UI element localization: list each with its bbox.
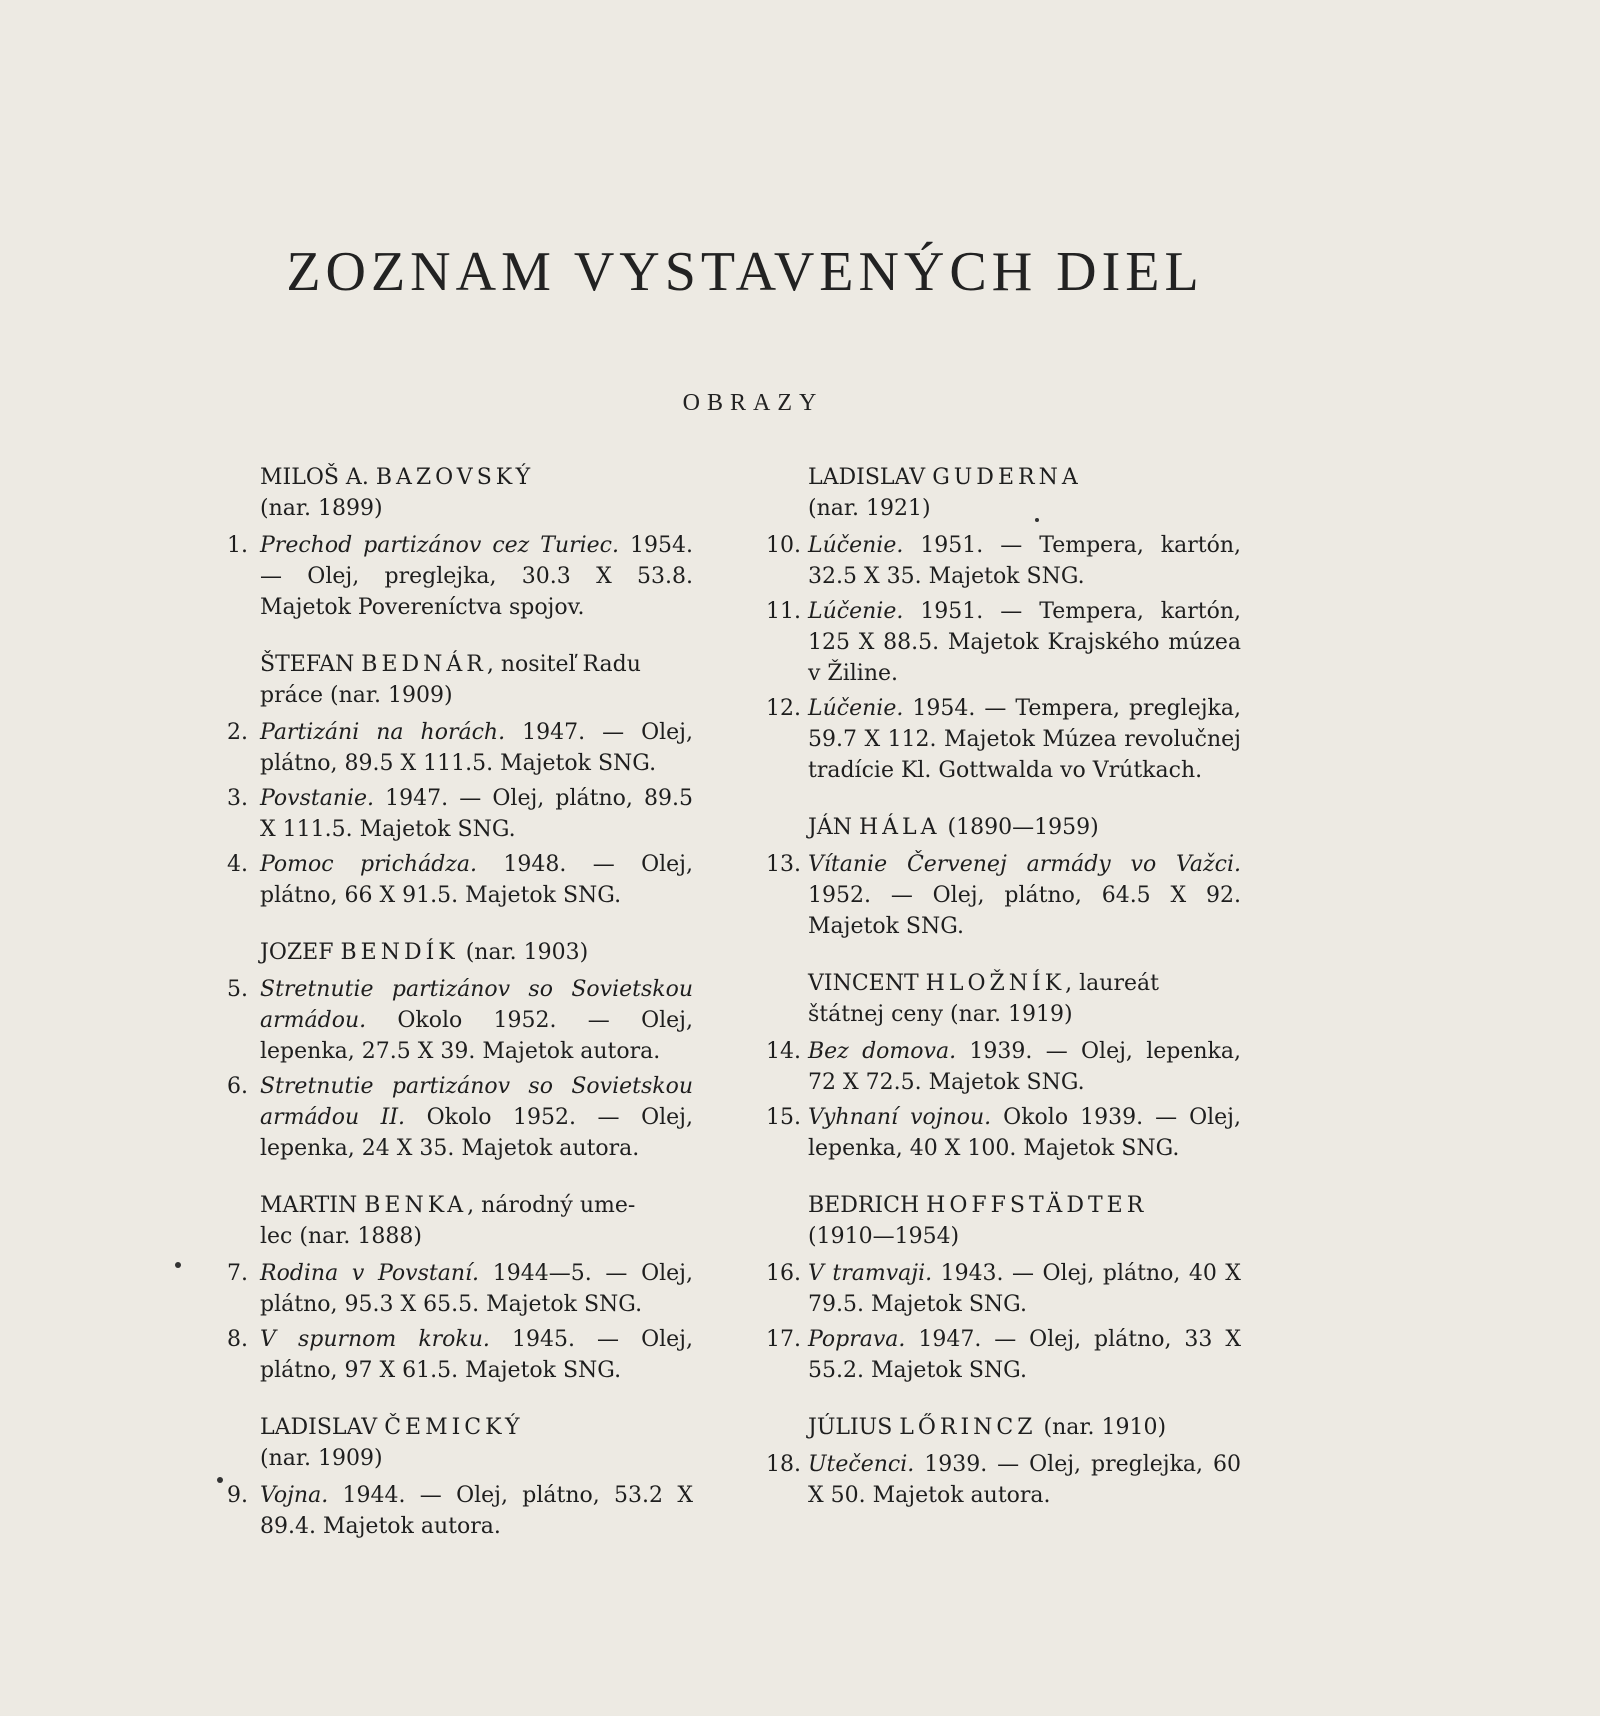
artwork-entry [218,530,693,623]
artwork-details: 1951. — Tempera, kartón, 32.5 X 35. Majetok SNG. [808,533,1241,589]
artist-heading [808,462,1241,524]
speck [175,1262,181,1268]
artwork-entry [766,849,1241,942]
artwork-details: 1944—5. — Olej, plátno, 95.3 X 65.5. Majetok SNG. [260,1261,693,1317]
artist-first-name: JÁN [808,815,852,840]
artwork-details: 1947. — Olej, plátno, 89.5 X 111.5. Majetok SNG. [260,786,693,842]
artwork-details: 1947. — Olej, plátno, 33 X 55.2. Majetok SNG. [808,1327,1241,1383]
artist-note: (1890—1959) [940,815,1099,840]
artwork-entry [766,693,1241,786]
artist-dates: lec (nar. 1888) [260,1224,422,1249]
artist-gap [218,1390,693,1412]
artist-surname: HLOŽNÍK [925,971,1066,996]
artist-heading [260,1412,693,1474]
entry-number: 10. [766,533,801,558]
artist-dates: (nar. 1921) [808,496,931,521]
entry-number: 2. [227,720,248,745]
artist-surname: BENDÍK [340,940,459,965]
artist-first-name: JOZEF [260,940,334,965]
artwork-title: V spurnom kroku. [260,1327,490,1352]
artwork-entry [218,1480,693,1542]
artwork-details: 1943. — Olej, plátno, 40 X 79.5. Majetok SNG. [808,1261,1241,1317]
artwork-details: Okolo 1952. — Olej, lepenka, 27.5 X 39. Majetok autora. [260,1008,693,1064]
artwork-title: Pomoc prichádza. [260,852,477,877]
artwork-title: Stretnutie partizánov so Sovietskou armádou II. [260,1074,693,1130]
artist-gap [218,915,693,937]
artist-note: , národný ume- [467,1193,636,1218]
artwork-title: Vyhnaní vojnou. [808,1105,992,1130]
artist-heading [260,649,693,711]
artist-first-name: LADISLAV [808,465,926,490]
artist-note: (nar. 1903) [458,940,589,965]
artist-first-name: MARTIN [260,1193,358,1218]
entry-number: 17. [766,1327,801,1352]
artwork-title: Rodina v Povstaní. [260,1261,480,1286]
entry-number: 13. [766,852,801,877]
artist-gap [218,1168,693,1190]
page-title: ZOZNAM VYSTAVENÝCH DIEL [286,241,1204,303]
artwork-entry [766,596,1241,689]
artwork-entry [766,1102,1241,1164]
artist-dates: (nar. 1909) [260,1446,383,1471]
artist-note: (nar. 1910) [1036,1415,1167,1440]
artist-surname: BEDNÁR [361,652,487,677]
artist-dates: práce (nar. 1909) [260,683,453,708]
entry-number: 16. [766,1261,801,1286]
artist-gap [218,627,693,649]
artwork-details: 1945. — Olej, plátno, 97 X 61.5. Majetok SNG. [260,1327,694,1383]
artwork-entry [766,1449,1241,1511]
entry-number: 12. [766,696,801,721]
artwork-title: Poprava. [808,1327,906,1352]
entry-number: 1. [227,533,248,558]
artist-dates: (1910—1954) [808,1224,960,1249]
entry-number: 3. [227,786,248,811]
entry-number: 7. [227,1261,248,1286]
artwork-title: Utečenci. [808,1452,915,1477]
right-column [766,462,1241,1515]
artwork-entry [218,974,693,1067]
artwork-title: Lúčenie. [808,696,904,721]
artwork-title: Lúčenie. [808,533,904,558]
entry-number: 18. [766,1452,801,1477]
entry-number: 5. [227,977,248,1002]
artist-heading [808,968,1241,1030]
artist-heading [260,462,693,524]
artist-gap [766,1168,1241,1190]
entry-number: 15. [766,1105,801,1130]
artist-first-name: ŠTEFAN [260,652,355,677]
artist-first-name: BEDRICH [808,1193,920,1218]
artwork-details: Okolo 1939. — Olej, lepenka, 40 X 100. Majetok SNG. [808,1105,1241,1161]
artwork-details: Okolo 1952. — Olej, lepenka, 24 X 35. Majetok autora. [260,1105,693,1161]
artwork-title: Partizáni na horách. [260,720,506,745]
artwork-title: Bez domova. [808,1039,957,1064]
artist-heading [260,1190,693,1252]
artist-dates: (nar. 1899) [260,496,383,521]
artwork-details: 1944. — Olej, plátno, 53.2 X 89.4. Majetok autora. [260,1483,693,1539]
artwork-title: Stretnutie partizánov so Sovietskou armádou. [260,977,693,1033]
artist-note: , laureát [1065,971,1159,996]
artist-surname: ČEMICKÝ [384,1415,524,1440]
artist-gap [766,946,1241,968]
artist-note: , nositeľ Radu [486,652,641,677]
artwork-entry [218,1071,693,1164]
artist-surname: HOFFSTÄDTER [926,1193,1148,1218]
artwork-entry [218,717,693,779]
artwork-title: Vojna. [260,1483,329,1508]
artist-heading [808,812,1241,843]
artwork-title: Lúčenie. [808,599,904,624]
artist-first-name: VINCENT [808,971,919,996]
artwork-details: 1939. — Olej, preglejka, 60 X 50. Majetok autora. [808,1452,1241,1508]
artwork-details: 1939. — Olej, lepenka, 72 X 72.5. Majetok SNG. [808,1039,1241,1095]
artwork-entry [766,530,1241,592]
artwork-entry [766,1324,1241,1386]
artwork-details: 1954. — Tempera, preglejka, 59.7 X 112. Majetok Múzea revolučnej tradície Kl. Gottwalda vo Vrútkach. [808,696,1241,783]
artist-surname: BAZOVSKÝ [375,465,535,490]
artwork-title: Prechod partizánov cez Turiec. [260,533,619,558]
section-heading: OBRAZY [682,390,824,416]
artwork-details: 1952. — Olej, plátno, 64.5 X 92. Majetok SNG. [808,883,1241,939]
artist-surname: LŐRINCZ [899,1415,1037,1440]
artwork-details: 1954. — Olej, preglejka, 30.3 X 53.8. Majetok Povereníctva spojov. [260,533,693,620]
entry-number: 11. [766,599,801,624]
artwork-details: 1947. — Olej, plátno, 89.5 X 111.5. Majetok SNG. [260,720,693,776]
artist-first-name: MILOŠ A. [260,465,369,490]
artwork-entry [218,1258,693,1320]
artist-surname: HÁLA [858,815,941,840]
artist-first-name: JÚLIUS [808,1415,893,1440]
entry-number: 8. [227,1327,248,1352]
artist-first-name: LADISLAV [260,1415,378,1440]
artwork-details: 1951. — Tempera, kartón, 125 X 88.5. Majetok Krajského múzea v Žiline. [808,599,1241,686]
artist-gap [766,1390,1241,1412]
artwork-title: V tramvaji. [808,1261,933,1286]
artwork-title: Povstanie. [260,786,375,811]
artwork-entry [218,849,693,911]
artwork-title: Vítanie Červenej armády vo Važci. [808,852,1241,877]
artwork-entry [218,1324,693,1386]
artist-heading [808,1412,1241,1443]
left-column [218,462,693,1546]
artwork-details: 1948. — Olej, plátno, 66 X 91.5. Majetok SNG. [260,852,693,908]
artwork-entry [766,1258,1241,1320]
artist-heading [260,937,693,968]
artist-gap [766,790,1241,812]
artist-dates: štátnej ceny (nar. 1919) [808,1002,1073,1027]
entry-number: 14. [766,1039,801,1064]
artist-heading [808,1190,1241,1252]
entry-number: 9. [227,1483,248,1508]
artwork-entry [218,783,693,845]
artwork-entry [766,1036,1241,1098]
artist-surname: BENKA [364,1193,468,1218]
entry-number: 6. [227,1074,248,1099]
artist-surname: GUDERNA [932,465,1082,490]
entry-number: 4. [227,852,248,877]
